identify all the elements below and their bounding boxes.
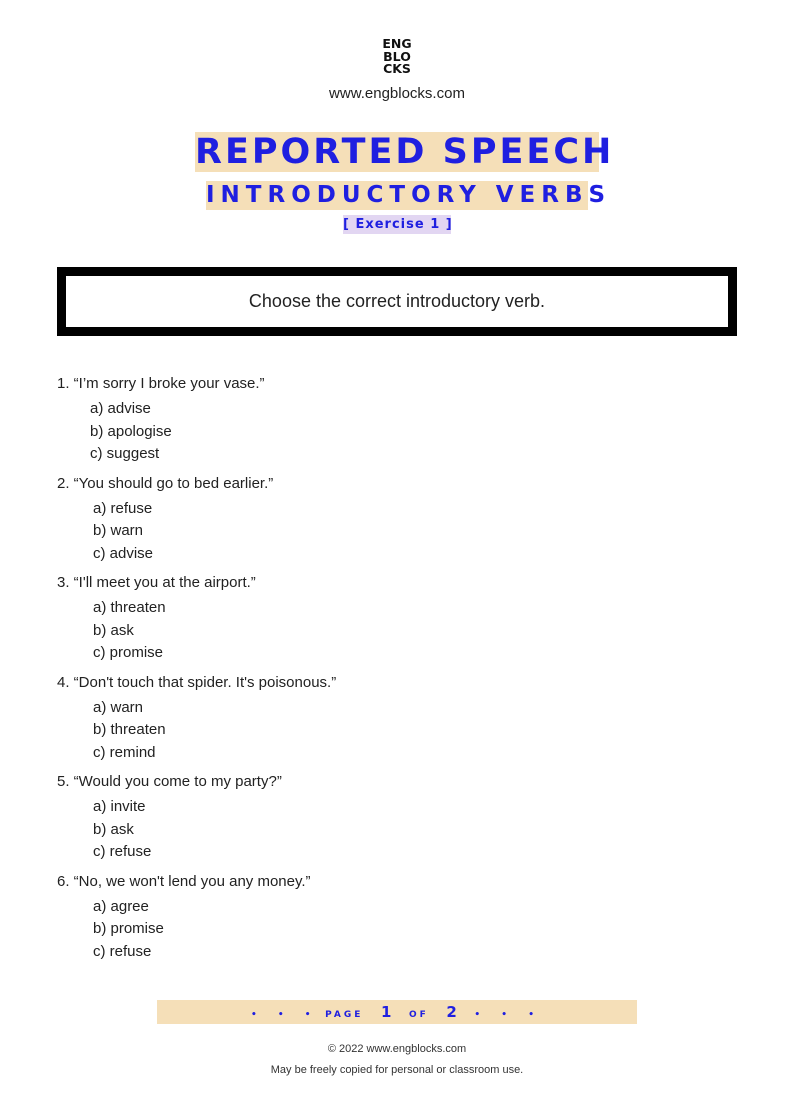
option-c[interactable]: c) promise [93,644,164,661]
question-text: 4. “Don't touch that spider. It's poisonous.” [57,673,337,691]
option-b[interactable]: b) ask [93,621,134,639]
option-a[interactable]: a) threaten [93,599,166,616]
option-a[interactable]: a) warn [93,698,144,716]
of-word: OF [409,1010,429,1020]
page-dots-right: • • • [474,1010,543,1020]
option-b[interactable]: b) promise [93,920,164,937]
options-list [57,597,737,665]
question-1 [57,374,737,466]
option-a[interactable]: a) advise [90,400,151,417]
question-text: 2. “You should go to bed earlier.” [57,474,274,492]
question-5 [57,772,737,864]
options-list [57,796,737,864]
page-word: PAGE [325,1010,364,1020]
option-b[interactable]: b) warn [93,522,144,539]
option-b[interactable]: b) threaten [93,721,166,738]
license-notice: May be freely copied for personal or classroom use. [270,1064,524,1076]
option-c[interactable]: c) remind [93,743,156,761]
copyright-notice: © 2022 www.engblocks.com [327,1043,467,1055]
logo-line-3: CKS [383,61,411,76]
question-text: 6. “No, we won't lend you any money.” [57,872,311,890]
page-total: 2 [446,1003,457,1021]
options-list [57,498,737,566]
option-a[interactable]: a) refuse [93,499,153,517]
page-dots-left: • • • [251,1010,320,1020]
instructions-text: Choose the correct introductory verb. [248,291,546,311]
question-6 [57,872,737,964]
exercise-label: [ Exercise 1 ] [343,217,453,232]
instructions-box [57,267,737,336]
question-text: 3. “I'll meet you at the airport.” [57,574,256,591]
option-a[interactable]: a) agree [93,897,149,915]
options-list [57,398,737,466]
page-current: 1 [381,1003,392,1021]
site-url[interactable]: www.engblocks.com [329,85,465,102]
question-list [57,374,737,971]
worksheet-title: REPORTED SPEECH [195,132,615,172]
question-4 [57,673,737,765]
logo-line-2: BLO [383,48,411,64]
question-3 [57,573,737,665]
options-list [57,697,737,765]
question-text: 5. “Would you come to my party?” [57,773,282,790]
option-c[interactable]: c) refuse [93,843,152,860]
question-2 [57,474,737,566]
logo-line-1: ENG [382,36,412,51]
engblocks-logo [378,38,416,76]
option-c[interactable]: c) suggest [90,445,160,462]
option-c[interactable]: c) advise [93,544,154,562]
option-c[interactable]: c) refuse [93,942,152,960]
worksheet-subtitle: INTRODUCTORY VERBS [206,182,612,208]
question-text: 1. “I’m sorry I broke your vase.” [57,375,265,392]
page-indicator [157,1000,637,1024]
option-a[interactable]: a) invite [93,798,146,815]
options-list [57,896,737,964]
option-b[interactable]: b) ask [93,820,134,838]
option-b[interactable]: b) apologise [90,422,172,440]
